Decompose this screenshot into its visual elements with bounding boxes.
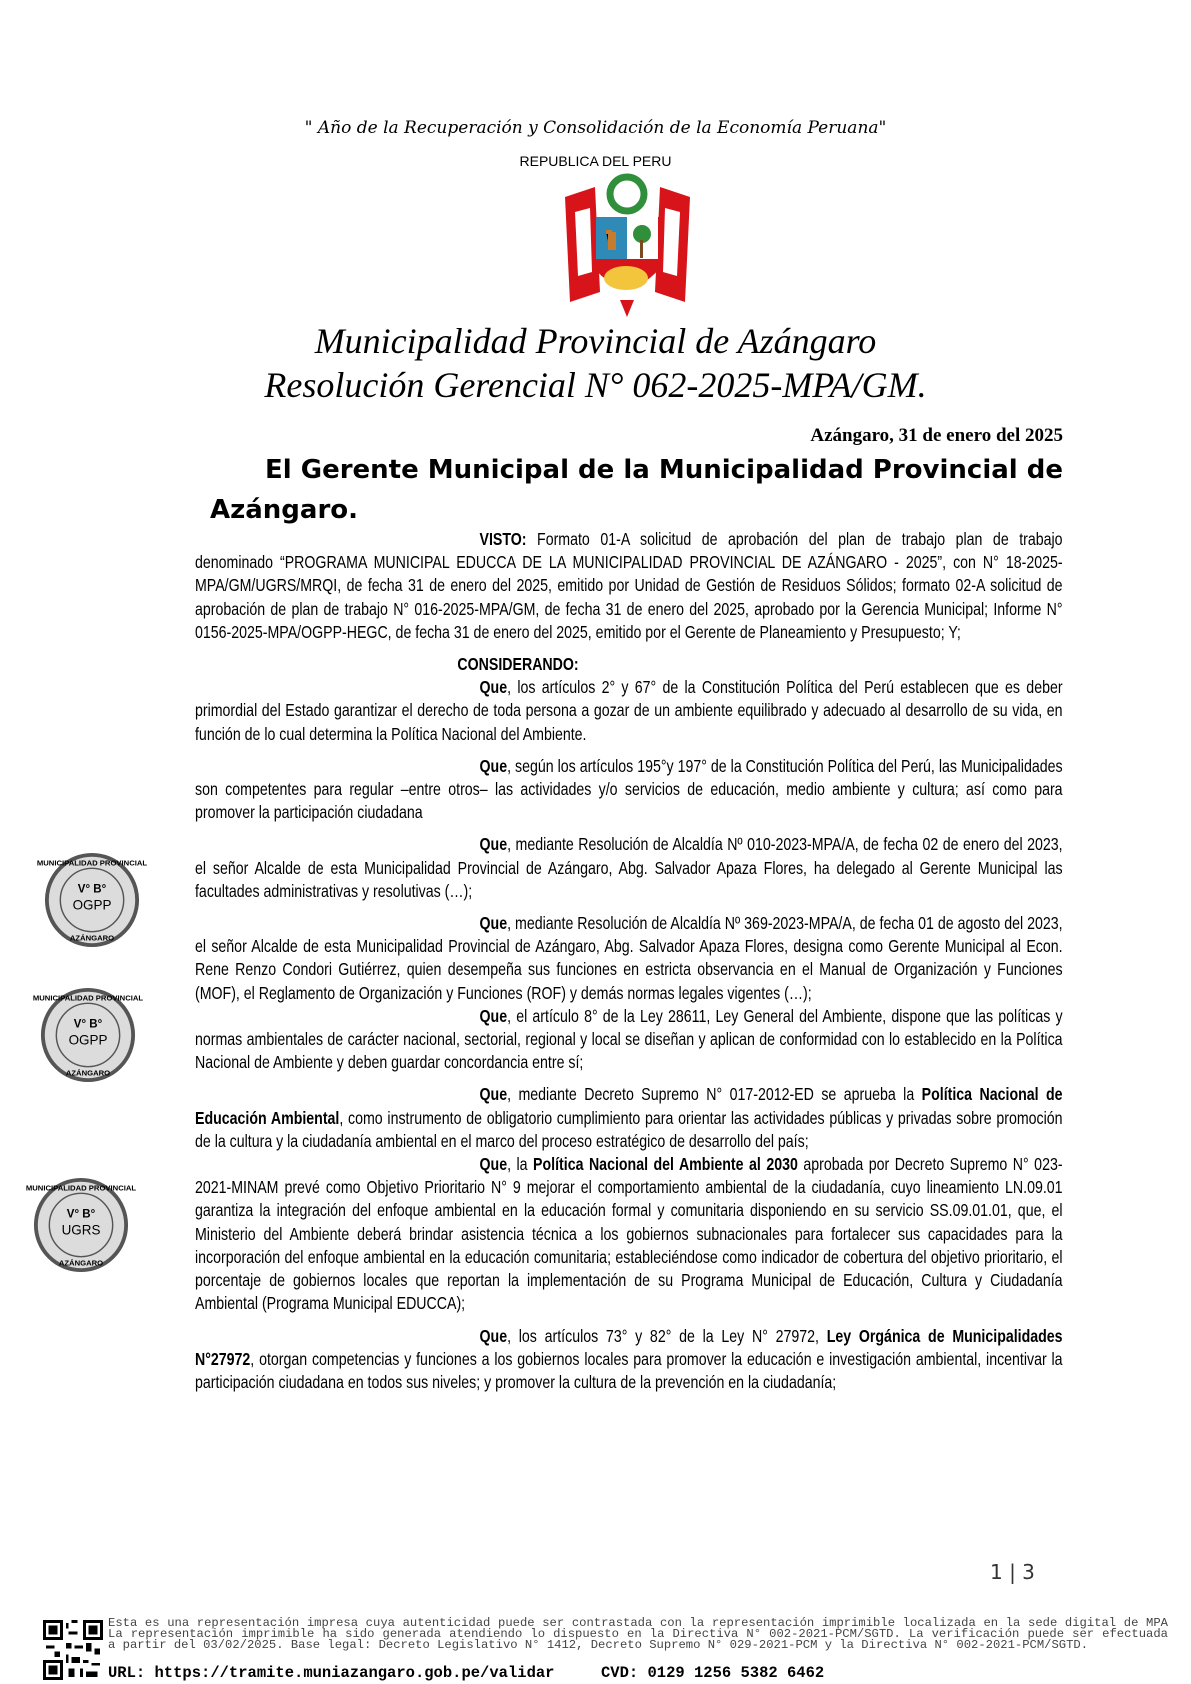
paragraph <box>195 1325 1063 1395</box>
policy-name: Política Nacional del Ambiente al 2030 <box>533 1154 798 1175</box>
visto-label: VISTO: <box>479 529 527 549</box>
paragraph <box>195 1005 1063 1075</box>
law-name: Ley Orgánica de Municipalidades N°27972 <box>195 1325 1063 1369</box>
paragraph <box>195 1083 1063 1153</box>
validation-url[interactable]: URL: https://tramite.muniazangaro.gob.pe/validar CVD: 0129 1256 5382 6462 <box>108 1664 825 1682</box>
approval-stamp-ogpp <box>32 987 144 1083</box>
paragraph-text: , según los artículos 195°y 197° de la Constitución Política del Perú, las Municipalidades son competentes para regular –entre otros– las actividades y/o servicios de educación, medio ambiente y cultura; así como para promover la participación ciudadana <box>195 755 1063 823</box>
paragraph-text: , otorgan competencias y funciones a los gobiernos locales para promover la educación e investigación ambiental, incentivar la participación ciudadana en todos sus niveles; y promover la cultura de la prevención en la ciudadanía; <box>195 1348 1063 1392</box>
que-label: Que <box>479 1154 508 1175</box>
paragraph-text: aprobada por Decreto Supremo N° 023-2021-MINAM prevé como Objetivo Prioritario N° 9 mejorar el comportamiento ambiental de la ciudadanía, cuyo lineamiento LN.09.01 garantiza la integración del enfoque ambiental en la educación formal y comunitaria disponiendo en su servicio SS.09.01.01, que, el Ministerio del Ambiente deberá brindar asistencia técnica a los gobiernos subnacionales para fortalecer sus capacidades para la incorporación del enfoque ambiental en la educación comunitaria; estableciéndose como indicador de cobertura del objetivo prioritario, el porcentaje de gobiernos locales que reportan la implementación de su Programa Municipal de Educación, Cultura y Ciudadanía Ambiental (Programa Municipal EDUCCA); <box>195 1154 1063 1314</box>
paragraph-text: , la <box>507 1154 534 1175</box>
resolution-title: Resolución Gerencial N° 062-2025-MPA/GM. <box>264 365 927 405</box>
stamp-bottom-text: AZÁNGARO <box>58 1258 104 1268</box>
country-label: REPUBLICA DEL PERU <box>519 153 672 169</box>
stamp-bottom-text: AZÁNGARO <box>65 1068 111 1078</box>
paragraph <box>195 912 1063 1005</box>
que-label: Que <box>479 677 508 698</box>
stamp-vb: V° B° <box>77 883 107 896</box>
visto-text: Formato 01-A solicitud de aprobación del plan de trabajo plan de trabajo denominado “PROGRAMA MUNICIPAL EDUCCA DE LA MUNICIPALIDAD PROVINCIAL DE AZÁNGARO - 2025”, con N° 18-2025-MPA/GM/UGRS/MRQI, de fecha 31 de enero del 2025, emitido por Unidad de Gestión de Residuos Sólidos; formato 02-A solicitud de aprobación de plan de trabajo N° 016-2025-MPA/GM, de fecha 31 de enero del 2025, aprobado por la Gerencia Municipal; Informe N° 0156-2025-MPA/OGPP-HEGC, de fecha 31 de enero del 2025, emitido por el Gerente de Planeamiento y Presupuesto; Y; <box>195 529 1063 642</box>
que-label: Que <box>479 913 508 934</box>
que-label: Que <box>479 755 508 776</box>
institution-name: Municipalidad Provincial de Azángaro <box>314 321 877 361</box>
que-label: Que <box>479 834 508 855</box>
que-label: Que <box>479 1325 508 1346</box>
stamp-ring-text: MUNICIPALIDAD PROVINCIAL <box>25 1183 137 1193</box>
document-heading: El Gerente Municipal de la Municipalidad Provincial de Azángaro. <box>210 455 1063 525</box>
paragraph-text: , mediante Resolución de Alcaldía Nº 010-2023-MPA/A, de fecha 02 de enero del 2023, el señor Alcalde de esta Municipalidad Provincial de Azángaro, Abg. Salvador Apaza Flores, ha delegado al Gerente Municipal las facultades administrativas y resolutivas (…); <box>195 834 1063 901</box>
document-body <box>195 528 1063 1403</box>
stamp-office: UGRS <box>61 1222 101 1238</box>
qr-code-icon[interactable] <box>43 1620 103 1680</box>
stamp-office: OGPP <box>68 1032 108 1048</box>
policy-name: Política Nacional de Educación Ambiental <box>195 1084 1063 1128</box>
document-date: Azángaro, 31 de enero del 2025 <box>810 425 1063 446</box>
authenticity-notice: Esta es una representación impresa cuya autenticidad puede ser contrastada con la representación imprimible localizada en la sede digital de MPA La representación imprimible ha sido generada atendiendo lo dispuesto en la Directiva N° 002-2021-PCM/SGTD. La verificación puede ser efectuada a partir del 03/02/2025. Base legal: Decreto Legislativo N° 1412, Decreto Supremo N° 029-2021-PCM y la Directiva N° 002-2021-PCM/SGTD. <box>108 1616 1168 1652</box>
year-motto: " Año de la Recuperación y Consolidación de la Economía Peruana" <box>304 118 887 138</box>
coat-of-arms-icon <box>560 172 695 322</box>
approval-stamp-ugrs <box>25 1177 137 1273</box>
approval-stamp-ogpp <box>36 852 148 948</box>
paragraph <box>195 833 1063 903</box>
paragraph <box>195 1153 1063 1315</box>
page-number: 1 | 3 <box>990 1560 1035 1584</box>
paragraph-text: , los artículos 2° y 67° de la Constitución Política del Perú establecen que es deber primordial del Estado garantizar el derecho de toda persona a gozar de un ambiente equilibrado y adecuado al desarrollo de su vida, en función de lo cual determina la Política Nacional del Ambiente. <box>195 677 1063 744</box>
paragraph <box>195 676 1063 746</box>
stamp-vb: V° B° <box>73 1018 103 1031</box>
visto-paragraph <box>195 528 1063 644</box>
stamp-ring-text: MUNICIPALIDAD PROVINCIAL <box>36 858 148 868</box>
considerando-heading: CONSIDERANDO: <box>457 654 579 675</box>
paragraph-text: , mediante Decreto Supremo N° 017-2012-ED se aprueba la <box>507 1084 922 1105</box>
paragraph-text: , los artículos 73° y 82° de la Ley N° 27972, <box>507 1325 827 1346</box>
paragraph-text: , como instrumento de obligatorio cumplimiento para orientar las actividades públicas y privadas sobre promoción de la cultura y la ciudadanía ambiental en el marco del proceso estratégico de desarrollo del país; <box>195 1107 1063 1151</box>
paragraph-text: , mediante Resolución de Alcaldía Nº 369-2023-MPA/A, de fecha 01 de agosto del 2023, el señor Alcalde de esta Municipalidad Provincial de Azángaro, Abg. Salvador Apaza Flores, designa como Gerente Municipal al Econ. Rene Renzo Condori Gutiérrez, quien desempeña sus funciones en estricta observancia en el Manual de Organización y Funciones (MOF), el Reglamento de Organización y Funciones (ROF) y demás normas legales vigentes (…); <box>195 913 1063 1003</box>
stamp-bottom-text: AZÁNGARO <box>69 933 115 943</box>
stamp-ring-text: MUNICIPALIDAD PROVINCIAL <box>32 993 144 1003</box>
stamp-vb: V° B° <box>66 1208 96 1221</box>
que-label: Que <box>479 1084 508 1105</box>
paragraph <box>195 755 1063 825</box>
que-label: Que <box>479 1005 508 1026</box>
stamp-office: OGPP <box>72 897 112 913</box>
paragraph-text: , el artículo 8° de la Ley 28611, Ley General del Ambiente, dispone que las políticas y normas ambientales de carácter nacional, sectorial, regional y local se diseñan y aplican de conformidad con lo establecido en la Política Nacional de Ambiente y deben guardar concordancia entre sí; <box>195 1005 1063 1073</box>
